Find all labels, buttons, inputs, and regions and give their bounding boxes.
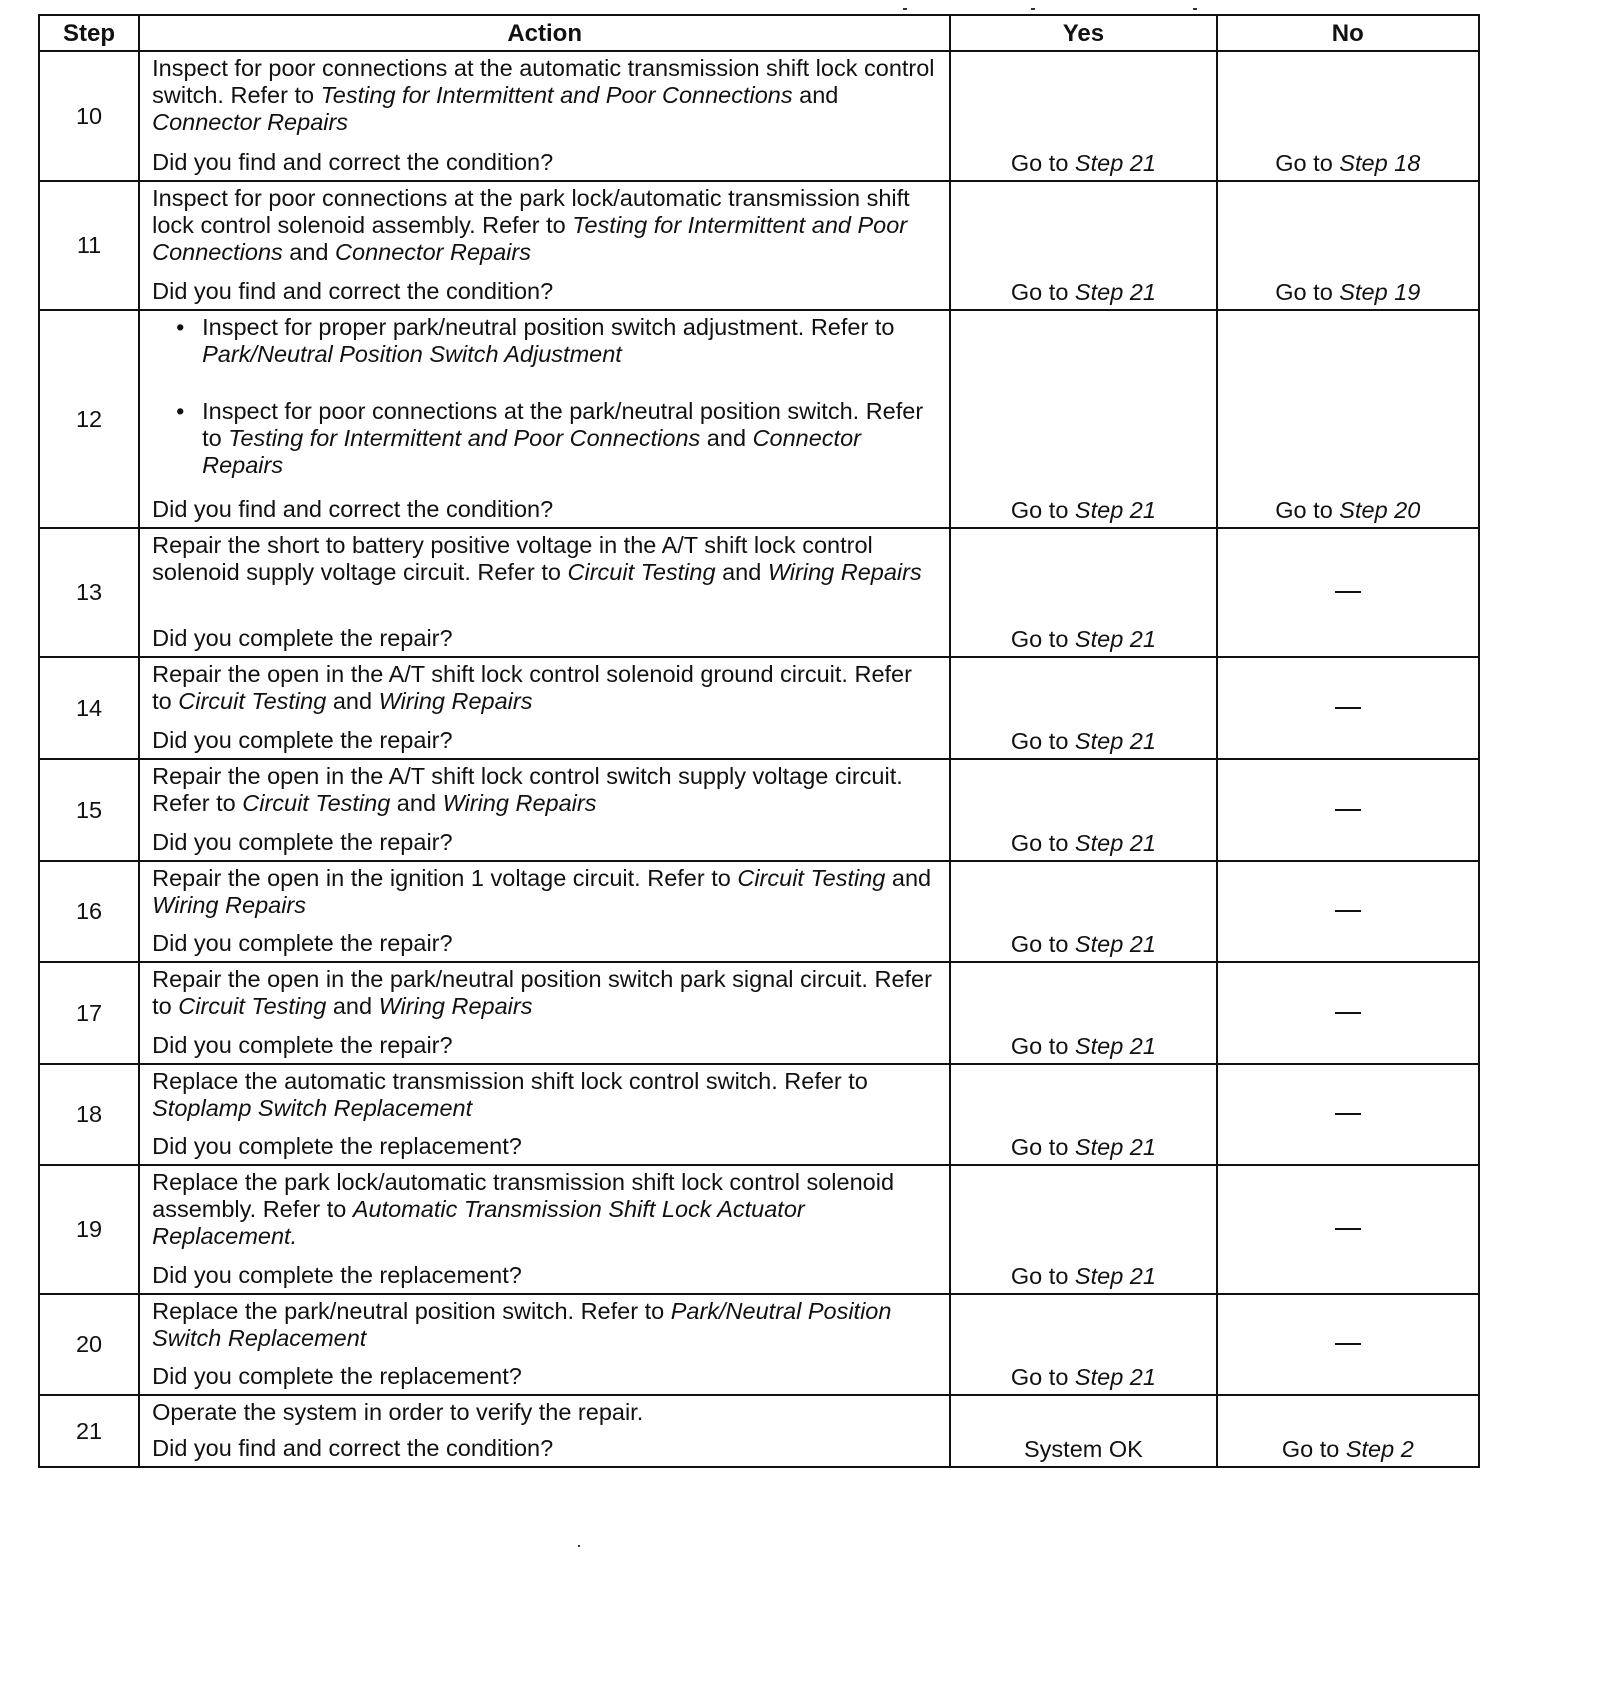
action-text-run: and <box>326 688 379 714</box>
dash-mark <box>1335 707 1361 709</box>
no-outcome <box>1217 1395 1479 1467</box>
yes-outcome <box>950 528 1216 657</box>
yes-outcome <box>950 181 1216 310</box>
action-cell <box>139 51 950 181</box>
no-outcome <box>1217 657 1479 759</box>
no-outcome <box>1217 1165 1479 1294</box>
goto-step-ref: Step 21 <box>1074 150 1156 176</box>
goto-prefix: Go to <box>1010 728 1075 754</box>
no-outcome <box>1217 528 1479 657</box>
action-cell <box>139 1064 950 1165</box>
action-question: Did you complete the repair? <box>152 1032 453 1058</box>
reference-link-text: Wiring Repairs <box>442 790 597 816</box>
yes-outcome <box>950 1064 1216 1165</box>
table-row <box>39 1064 1479 1165</box>
action-cell <box>139 1395 950 1467</box>
action-text <box>152 1298 937 1352</box>
action-question: Did you find and correct the condition? <box>152 278 554 304</box>
goto-step-ref: Step 2 <box>1345 1436 1414 1462</box>
action-bullet-item <box>152 398 937 479</box>
action-bullet-list <box>152 314 937 479</box>
no-outcome <box>1217 962 1479 1064</box>
action-question: Did you complete the repair? <box>152 625 453 651</box>
step-number: 15 <box>39 759 139 861</box>
no-outcome <box>1217 181 1479 310</box>
action-cell <box>139 181 950 310</box>
reference-link-text: Automatic Transmission Shift Lock Actuator Replacement. <box>152 1196 805 1249</box>
reference-link-text: Testing for Intermittent and Poor Connections <box>320 82 793 108</box>
action-cell <box>139 1165 950 1294</box>
dash-mark <box>1335 1113 1361 1115</box>
dash-mark <box>1335 1228 1361 1230</box>
goto-step-ref: Step 21 <box>1074 830 1156 856</box>
step-number: 13 <box>39 528 139 657</box>
goto-step-ref: Step 21 <box>1074 1033 1156 1059</box>
dash-mark <box>1335 910 1361 912</box>
table-header-row <box>39 15 1479 51</box>
table-row <box>39 962 1479 1064</box>
goto-prefix: Go to <box>1010 497 1075 523</box>
step-number: 11 <box>39 181 139 310</box>
reference-link-text: Stoplamp Switch Replacement <box>152 1095 473 1121</box>
goto-prefix: Go to <box>1275 497 1340 523</box>
reference-link-text: Wiring Repairs <box>378 993 533 1019</box>
no-outcome <box>1217 1064 1479 1165</box>
reference-link-text: Circuit Testing <box>737 865 886 891</box>
table-row <box>39 528 1479 657</box>
table-row <box>39 51 1479 181</box>
scan-speck <box>1031 8 1035 10</box>
yes-outcome <box>950 657 1216 759</box>
reference-link-text: Circuit Testing <box>567 559 716 585</box>
dash-mark <box>1335 1343 1361 1345</box>
header-yes: Yes <box>950 15 1216 51</box>
step-number: 17 <box>39 962 139 1064</box>
action-question: Did you complete the replacement? <box>152 1363 522 1389</box>
action-text-run: and <box>715 559 768 585</box>
table-body <box>39 51 1479 1467</box>
action-text-run: Replace the park lock/automatic transmission shift lock control solenoid assembly. Refer to <box>152 1169 895 1222</box>
reference-link-text: Wiring Repairs <box>378 688 533 714</box>
no-outcome <box>1217 759 1479 861</box>
yes-outcome <box>950 310 1216 528</box>
table-row <box>39 861 1479 962</box>
action-cell <box>139 1294 950 1395</box>
reference-link-text: Testing for Intermittent and Poor Connections <box>228 425 701 451</box>
no-outcome <box>1217 1294 1479 1395</box>
step-number: 12 <box>39 310 139 528</box>
action-question: Did you find and correct the condition? <box>152 1435 554 1461</box>
action-text-run: and <box>282 239 336 265</box>
action-question: Did you complete the repair? <box>152 727 453 753</box>
step-number: 10 <box>39 51 139 181</box>
action-text-run: Inspect for poor connections at the park/neutral position switch. Refer to <box>202 398 924 451</box>
action-text-run: Inspect for proper park/neutral position switch adjustment. Refer to <box>202 314 895 340</box>
reference-link-text: Connector Repairs <box>202 425 861 478</box>
goto-prefix: Go to <box>1010 830 1075 856</box>
reference-link-text: Park/Neutral Position Switch Adjustment <box>202 341 622 367</box>
goto-prefix: Go to <box>1275 150 1340 176</box>
action-question: Did you complete the replacement? <box>152 1262 522 1288</box>
action-text-run: and <box>326 993 379 1019</box>
action-text-run: Inspect for poor connections at the automatic transmission shift lock control switch. Refer to <box>152 55 935 108</box>
table-row <box>39 1294 1479 1395</box>
reference-link-text: Wiring Repairs <box>767 559 922 585</box>
reference-link-text: Connector Repairs <box>335 239 531 265</box>
action-question: Did you find and correct the condition? <box>152 149 554 175</box>
goto-prefix: Go to <box>1010 150 1075 176</box>
goto-step-ref: Step 21 <box>1074 1364 1156 1390</box>
step-number: 21 <box>39 1395 139 1467</box>
action-bullet-item <box>152 314 937 368</box>
action-text <box>152 966 937 1020</box>
yes-outcome <box>950 1395 1216 1467</box>
action-cell <box>139 759 950 861</box>
action-question: Did you complete the repair? <box>152 930 453 956</box>
action-text-run: Repair the open in the ignition 1 voltage circuit. Refer to <box>152 865 738 891</box>
goto-step-ref: Step 21 <box>1074 1134 1156 1160</box>
action-text-run: and <box>700 425 753 451</box>
action-text-run: Repair the open in the A/T shift lock control switch supply voltage circuit. Refer to <box>152 763 903 816</box>
outcome-text: System OK <box>1024 1436 1143 1462</box>
table-row <box>39 310 1479 528</box>
reference-link-text: Testing for Intermittent and Poor Connections <box>152 212 908 265</box>
scan-speck <box>1193 8 1197 10</box>
action-text-run: Operate the system in order to verify the repair. <box>152 1399 644 1425</box>
goto-step-ref: Step 20 <box>1339 497 1421 523</box>
action-text-run: and <box>885 865 932 891</box>
yes-outcome <box>950 1294 1216 1395</box>
goto-step-ref: Step 21 <box>1074 728 1156 754</box>
table-row <box>39 1165 1479 1294</box>
action-text <box>152 55 937 136</box>
action-cell <box>139 310 950 528</box>
action-text-run: and <box>792 82 839 108</box>
action-text-run: Inspect for poor connections at the park lock/automatic transmission shift lock control solenoid assembly. Refer to <box>152 185 910 238</box>
action-text <box>152 185 937 266</box>
goto-step-ref: Step 21 <box>1074 931 1156 957</box>
table-row <box>39 759 1479 861</box>
table-row <box>39 657 1479 759</box>
action-text <box>152 1169 937 1250</box>
step-number: 14 <box>39 657 139 759</box>
no-outcome <box>1217 51 1479 181</box>
action-text <box>152 661 937 715</box>
goto-prefix: Go to <box>1010 626 1075 652</box>
yes-outcome <box>950 962 1216 1064</box>
scan-speck <box>578 1545 580 1547</box>
reference-link-text: Connector Repairs <box>152 109 349 135</box>
action-text <box>152 1399 937 1426</box>
scan-speck <box>903 8 907 10</box>
action-question: Did you complete the repair? <box>152 829 453 855</box>
yes-outcome <box>950 759 1216 861</box>
goto-prefix: Go to <box>1010 1134 1075 1160</box>
action-text-run: and <box>390 790 443 816</box>
action-text-run: Replace the automatic transmission shift lock control switch. Refer to <box>152 1068 868 1094</box>
action-text-run: Repair the short to battery positive voltage in the A/T shift lock control solenoid supply voltage circuit. Refer to <box>152 532 873 585</box>
header-action: Action <box>139 15 950 51</box>
action-cell <box>139 528 950 657</box>
action-text <box>152 763 937 817</box>
no-outcome <box>1217 861 1479 962</box>
reference-link-text: Circuit Testing <box>242 790 391 816</box>
step-number: 16 <box>39 861 139 962</box>
action-text <box>152 532 937 586</box>
goto-step-ref: Step 21 <box>1074 1263 1156 1289</box>
action-cell <box>139 657 950 759</box>
yes-outcome <box>950 1165 1216 1294</box>
action-text-run: Repair the open in the A/T shift lock control solenoid ground circuit. Refer to <box>152 661 912 714</box>
goto-step-ref: Step 18 <box>1339 150 1421 176</box>
step-number: 19 <box>39 1165 139 1294</box>
dash-mark <box>1335 1012 1361 1014</box>
goto-prefix: Go to <box>1275 279 1340 305</box>
dash-mark <box>1335 591 1361 593</box>
action-text <box>152 865 937 919</box>
goto-step-ref: Step 19 <box>1339 279 1421 305</box>
reference-link-text: Park/Neutral Position Switch Replacement <box>152 1298 892 1351</box>
goto-step-ref: Step 21 <box>1074 626 1156 652</box>
yes-outcome <box>950 861 1216 962</box>
goto-prefix: Go to <box>1010 1364 1075 1390</box>
action-cell <box>139 962 950 1064</box>
reference-link-text: Wiring Repairs <box>152 892 307 918</box>
table-row <box>39 1395 1479 1467</box>
reference-link-text: Circuit Testing <box>178 993 327 1019</box>
action-text-run: Replace the park/neutral position switch. Refer to <box>152 1298 671 1324</box>
header-step: Step <box>39 15 139 51</box>
yes-outcome <box>950 51 1216 181</box>
table-row <box>39 181 1479 310</box>
diagnostic-table <box>38 14 1480 1468</box>
action-question: Did you find and correct the condition? <box>152 496 554 522</box>
goto-step-ref: Step 21 <box>1074 279 1156 305</box>
goto-step-ref: Step 21 <box>1074 497 1156 523</box>
goto-prefix: Go to <box>1010 279 1075 305</box>
reference-link-text: Circuit Testing <box>178 688 327 714</box>
action-text <box>152 1068 937 1122</box>
step-number: 18 <box>39 1064 139 1165</box>
action-cell <box>139 861 950 962</box>
header-no: No <box>1217 15 1479 51</box>
goto-prefix: Go to <box>1010 1263 1075 1289</box>
goto-prefix: Go to <box>1010 1033 1075 1059</box>
no-outcome <box>1217 310 1479 528</box>
action-text-run: Repair the open in the park/neutral position switch park signal circuit. Refer to <box>152 966 932 1019</box>
goto-prefix: Go to <box>1281 1436 1346 1462</box>
action-question: Did you complete the replacement? <box>152 1133 522 1159</box>
step-number: 20 <box>39 1294 139 1395</box>
dash-mark <box>1335 809 1361 811</box>
goto-prefix: Go to <box>1010 931 1075 957</box>
